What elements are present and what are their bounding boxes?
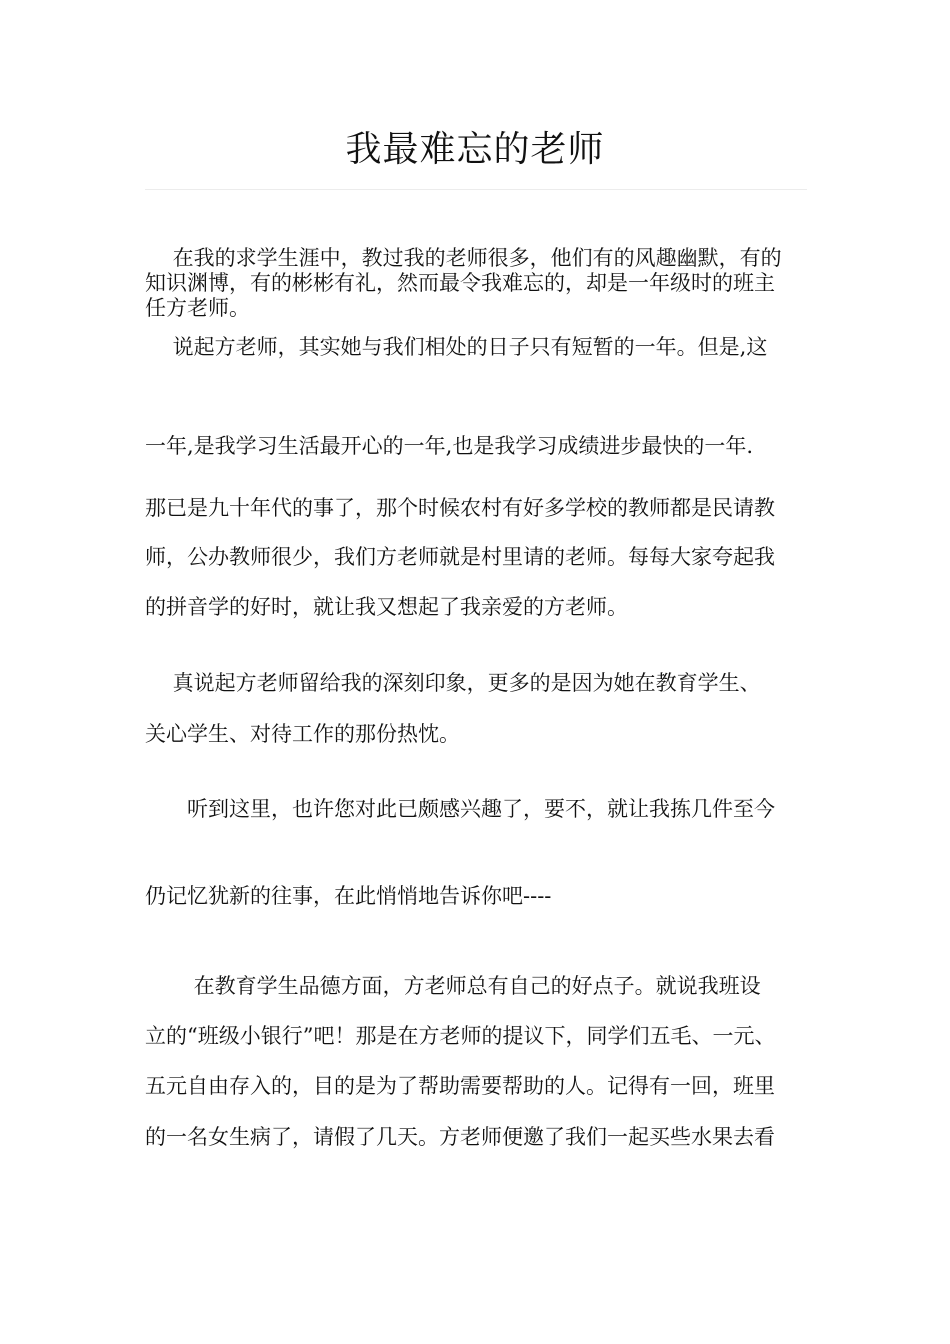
text-line-8: 的拼音学的好时，就让我又想起了我亲爱的方老师。	[145, 595, 628, 619]
text-line-3: 任方老师。	[145, 296, 250, 320]
text-line-13: 在教育学生品德方面，方老师总有自己的好点子。就说我班设	[145, 974, 761, 998]
text-line-4: 说起方老师，其实她与我们相处的日子只有短暂的一年。但是,这	[145, 335, 768, 359]
text-line-16: 的一名女生病了，请假了几天。方老师便邀了我们一起买些水果去看	[145, 1125, 775, 1149]
text-line-1: 在我的求学生涯中，教过我的老师很多，他们有的风趣幽默，有的	[145, 246, 782, 270]
text-line-6: 那已是九十年代的事了，那个时候农村有好多学校的教师都是民请教	[145, 496, 775, 520]
text-line-7: 师，公办教师很少，我们方老师就是村里请的老师。每每大家夸起我	[145, 545, 775, 569]
text-line-5: 一年,是我学习生活最开心的一年,也是我学习成绩进步最快的一年.	[145, 434, 754, 458]
text-line-12: 仍记忆犹新的往事，在此悄悄地告诉你吧----	[145, 884, 552, 908]
text-line-9: 真说起方老师留给我的深刻印象，更多的是因为她在教育学生、	[145, 671, 761, 695]
text-line-10: 关心学生、对待工作的那份热忱。	[145, 722, 460, 746]
text-line-11: 听到这里，也许您对此已颇感兴趣了，要不，就让我拣几件至今	[145, 797, 775, 821]
document-title: 我最难忘的老师	[345, 129, 605, 170]
text-line-14: 立的“班级小银行”吧！那是在方老师的提议下，同学们五毛、一元、	[145, 1024, 776, 1048]
title-divider	[145, 189, 807, 190]
text-line-15: 五元自由存入的，目的是为了帮助需要帮助的人。记得有一回，班里	[145, 1074, 775, 1098]
text-line-2: 知识渊博，有的彬彬有礼，然而最令我难忘的，却是一年级时的班主	[145, 271, 775, 295]
